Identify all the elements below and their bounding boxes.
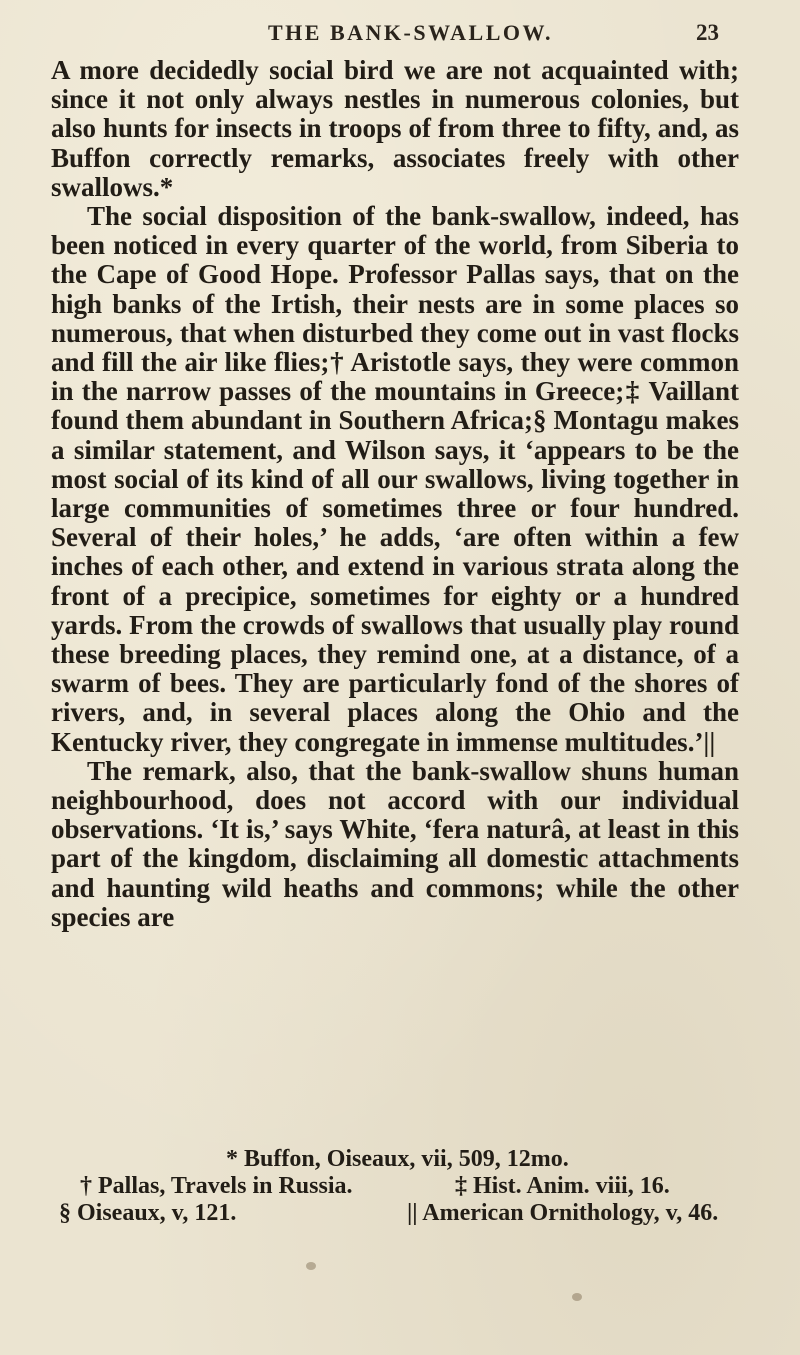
paragraph-1: A more decidedly social bird we are not acquainted with; since it not only always nestles in numerous colonies, but also hunts for insects in troops of from three to fifty, and, as Buffon correctly remarks, associates freely with other swallows.* bbox=[51, 55, 739, 202]
page-number: 23 bbox=[696, 20, 719, 45]
paragraph-3: The remark, also, that the bank-swallow shuns human neighbourhood, does not accord with our individual observations. ‘It is,’ says White, ‘fera naturâ, at least in this part of the kingdom, disclaiming all domestic attachments and haunting wild heaths and commons; while the other species are bbox=[51, 755, 739, 932]
paragraph-2: The social disposition of the bank-swallow, indeed, has been noticed in every quarter of the world, from Siberia to the Cape of Good Hope. Professor Pallas says, that on the high banks of the Irtish, their nests are in some places so numerous, that when disturbed they come out in vast flocks and fill the air like flies;† Aristotle says, they were common in the narrow passes of the mountains in Greece;‡ Vaillant found them abundant in Southern Africa;§ Montagu makes a similar statement, and Wilson says, it ‘appears to be the most social of its kind of all our swallows, living together in large communities of sometimes three or four hundred. Several of their holes,’ he adds, ‘are often within a few inches of each other, and extend in various strata along the front of a precipice, sometimes for eighty or a hundred yards. From the crowds of swallows that usually play round these breeding places, they remind one, at a distance, of a swarm of bees. They are particularly fond of the shores of rivers, and, in several places along the Ohio and the Kentucky river, they congregate in immense multitudes.’|| bbox=[51, 201, 739, 757]
footnote-aristotle: ‡ Hist. Anim. viii, 16. bbox=[455, 1173, 670, 1199]
footnote-wilson: || American Ornithology, v, 46. bbox=[407, 1200, 719, 1226]
footnote-line-2 bbox=[51, 1173, 751, 1200]
footnotes bbox=[51, 1146, 751, 1227]
footnote-line-3 bbox=[51, 1200, 751, 1227]
footnote-line-1 bbox=[51, 1146, 751, 1173]
ink-smudge bbox=[572, 1293, 582, 1301]
body-text bbox=[51, 56, 739, 932]
footnote-buffon: * Buffon, Oiseaux, vii, 509, 12mo. bbox=[226, 1146, 569, 1172]
ink-smudge bbox=[306, 1262, 316, 1270]
footnote-vaillant: § Oiseaux, v, 121. bbox=[59, 1200, 237, 1226]
running-title: THE BANK-SWALLOW. bbox=[268, 20, 553, 45]
running-head bbox=[0, 20, 800, 52]
footnote-pallas: † Pallas, Travels in Russia. bbox=[80, 1173, 353, 1199]
